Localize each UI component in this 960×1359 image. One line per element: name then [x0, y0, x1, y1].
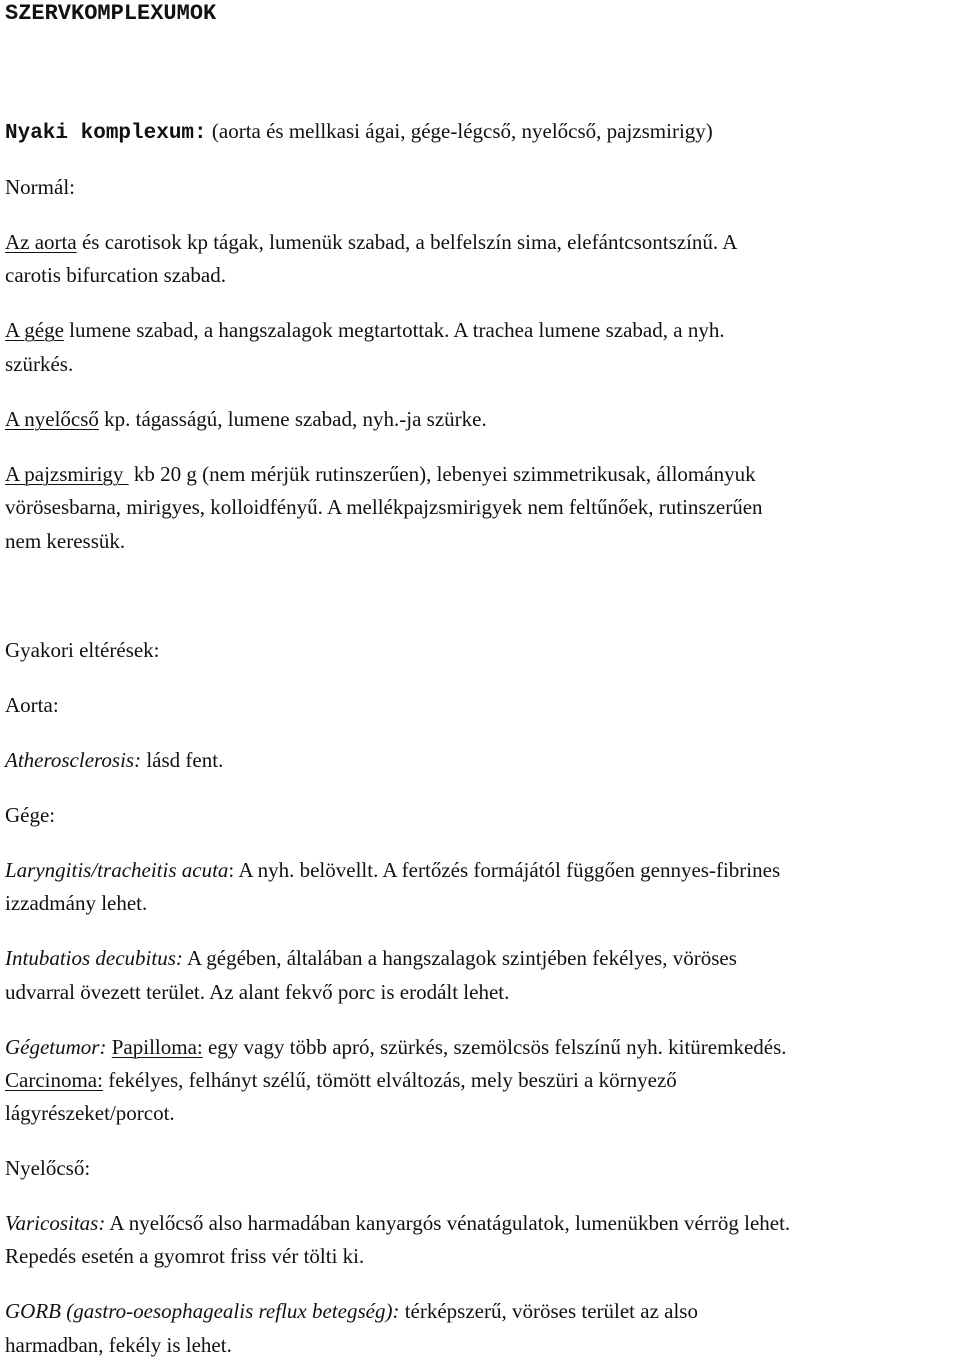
aorta-normal-line1 — [5, 232, 737, 253]
atherosclerosis-line — [5, 750, 223, 771]
pajzsmirigy-normal-line2: vörösesbarna, mirigyes, kolloidfényű. A mellékpajzsmirigyek nem feltűnőek, rutinszerűen — [5, 495, 763, 519]
normal-heading: Normál: — [5, 175, 75, 199]
varicositas-line2: Repedés esetén a gyomrot friss vér tölti ki. — [5, 1244, 365, 1268]
laryngitis-term: Laryngitis/tracheitis acuta — [5, 858, 229, 882]
gege-normal-line1 — [5, 320, 725, 341]
pajzsmirigy-link[interactable]: A pajzsmirigy — [5, 462, 129, 486]
gorb-line1 — [5, 1301, 698, 1322]
nyaki-komplexum-label: Nyaki komplexum: — [5, 122, 207, 145]
nyelocso-heading: Nyelőcső: — [5, 1156, 91, 1180]
papilloma-text: egy vagy több apró, szürkés, szemölcsös felszínű nyh. kitüremkedés. — [202, 1035, 787, 1059]
gege-heading: Gége: — [5, 803, 56, 827]
gyakori-elteresek-heading: Gyakori eltérések: — [5, 638, 160, 662]
intubatios-line1 — [5, 948, 737, 969]
pajzsmirigy-normal-line3: nem keressük. — [5, 529, 126, 553]
nyaki-komplexum-line — [5, 121, 713, 144]
laryngitis-line2: izzadmány lehet. — [5, 891, 148, 915]
gorb-term: GORB (gastro-oesophagealis reflux betegség): — [5, 1299, 400, 1323]
page-title: SZERVKOMPLEXUMOK — [5, 1, 217, 26]
laryngitis-text: : A nyh. belövellt. A fertőzés formájától függően gennyes-fibrines — [228, 858, 781, 882]
papilloma-link[interactable]: Papilloma: — [111, 1035, 203, 1059]
atherosclerosis-term: Atherosclerosis: — [5, 748, 142, 772]
gege-link[interactable]: A gége — [5, 318, 64, 342]
gegetumor-line3: lágyrészeket/porcot. — [5, 1101, 175, 1125]
intubatios-term: Intubatios decubitus: — [5, 946, 183, 970]
gorb-text: térképszerű, vöröses terület az also — [399, 1299, 698, 1323]
carcinoma-link[interactable]: Carcinoma: — [5, 1068, 103, 1092]
atherosclerosis-text: lásd fent. — [141, 748, 224, 772]
carcinoma-text: fekélyes, felhányt szélű, tömött elváltozás, mely beszüri a környező — [102, 1068, 677, 1092]
intubatios-line2: udvarral övezett terület. Az alant fekvő porc is erodált lehet. — [5, 980, 510, 1004]
varicositas-term: Varicositas: — [5, 1211, 106, 1235]
gorb-line2: harmadban, fekély is lehet. — [5, 1333, 232, 1357]
intubatios-text: A gégében, általában a hangszalagok szintjében fekélyes, vöröses — [182, 946, 737, 970]
gegetumor-line2 — [5, 1070, 677, 1091]
aorta-normal-text: és carotisok kp tágak, lumenük szabad, a belfelszín sima, elefántcsontszínű. A — [76, 230, 738, 254]
gege-normal-text: lumene szabad, a hangszalagok megtartottak. A trachea lumene szabad, a nyh. — [63, 318, 725, 342]
gege-normal-line2: szürkés. — [5, 352, 74, 376]
varicositas-line1 — [5, 1213, 790, 1234]
pajzsmirigy-normal-text: kb 20 g (nem mérjük rutinszerűen), lebenyei szimmetrikusak, állományuk — [128, 462, 756, 486]
gegetumor-line1 — [5, 1037, 787, 1058]
laryngitis-line1 — [5, 860, 780, 881]
aorta-normal-line2: carotis bifurcation szabad. — [5, 263, 226, 287]
aorta-link[interactable]: Az aorta — [5, 230, 77, 254]
gegetumor-term: Gégetumor: — [5, 1035, 107, 1059]
varicositas-text: A nyelőcső also harmadában kanyargós vénatágulatok, lumenükben vérrög lehet. — [105, 1211, 791, 1235]
nyelocso-link[interactable]: A nyelőcső — [5, 407, 99, 431]
nyelocso-normal-line — [5, 409, 487, 430]
nyelocso-normal-text: kp. tágasságú, lumene szabad, nyh.-ja szürke. — [98, 407, 487, 431]
aorta-heading: Aorta: — [5, 693, 59, 717]
nyaki-komplexum-desc: (aorta és mellkasi ágai, gége-légcső, nyelőcső, pajzsmirigy) — [206, 119, 713, 143]
pajzsmirigy-normal-line1 — [5, 464, 756, 485]
